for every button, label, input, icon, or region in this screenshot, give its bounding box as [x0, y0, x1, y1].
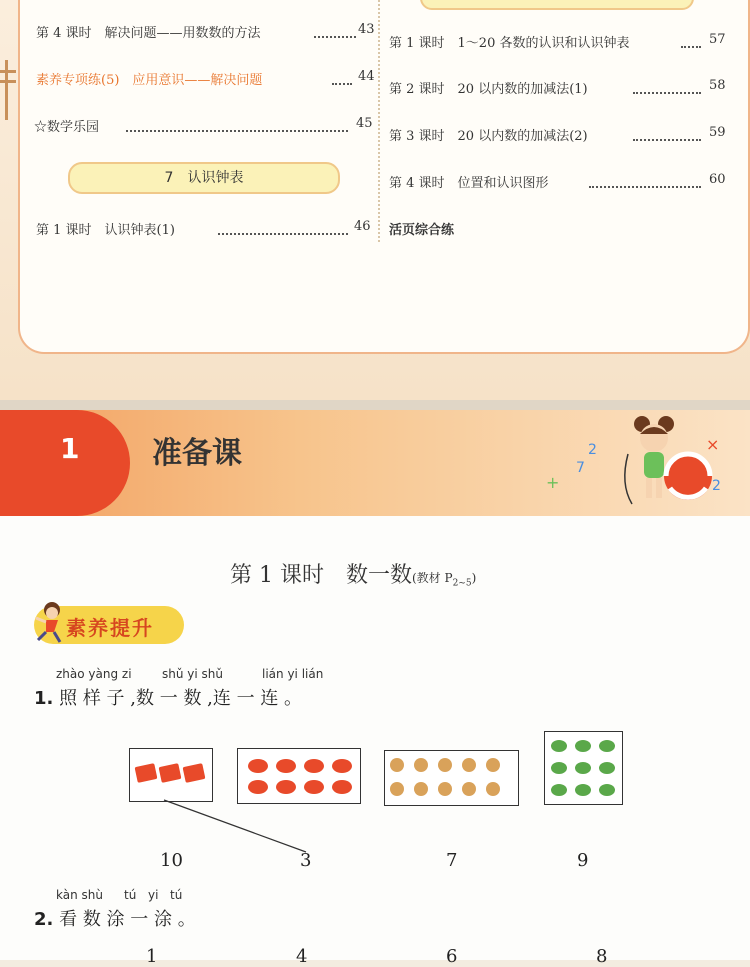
q2-number-label[interactable]: 1 [146, 946, 158, 967]
q1-pinyin-1: zhào yàng zi [56, 667, 132, 681]
toc-page-number: 59 [709, 125, 726, 140]
toc-row[interactable] [36, 22, 375, 41]
toc-row-label: 第 2 课时 20 以内数的加减法(1) [389, 82, 588, 97]
toc-dots [633, 78, 701, 94]
toc-row-label: 第 1 课时 认识钟表(1) [36, 223, 175, 238]
lesson-title-text: 第 1 课时 数一数 [230, 563, 412, 588]
picture-box-mushrooms[interactable] [384, 750, 519, 806]
q1-number: 1. [34, 688, 54, 709]
svg-text:×: × [706, 435, 720, 454]
toc-dots [633, 125, 701, 141]
lesson-title [230, 558, 476, 589]
toc-page-number: 57 [709, 32, 726, 47]
mushroom-icon [385, 751, 518, 805]
toc-page-number: 46 [354, 219, 371, 234]
toc-row-label: 第 1 课时 1～20 各数的认识和认识钟表 [389, 36, 630, 51]
toc-column-divider [378, 0, 380, 242]
chapter-number: 1 [60, 432, 80, 465]
toc-row[interactable] [389, 125, 726, 144]
toc-dots [314, 22, 356, 38]
decoration-stick-icon [0, 60, 16, 120]
toc-dots [126, 116, 348, 132]
picture-box-frogs[interactable] [544, 731, 623, 805]
toc-row[interactable] [36, 219, 371, 238]
toc-dots [218, 219, 348, 235]
q2-pinyin-1: kàn shù [56, 888, 103, 902]
toc-row-label: 素养专项练(5) 应用意识——解决问题 [36, 73, 263, 88]
q2-number-label[interactable]: 4 [296, 946, 308, 967]
toc-page-number: 58 [709, 78, 726, 93]
q1-number-label[interactable]: 9 [577, 850, 589, 871]
page-gap [0, 400, 750, 410]
toc-row[interactable] [389, 78, 726, 97]
q1-number-label[interactable]: 3 [300, 850, 312, 871]
chapter-title: 准备课 [152, 436, 242, 471]
toc-row-label: 第 3 课时 20 以内数的加减法(2) [389, 129, 588, 144]
q2-pinyin-2: tú [124, 888, 137, 902]
lesson-ref-suffix: ) [471, 571, 477, 585]
picture-box-erasers[interactable] [129, 748, 213, 802]
q2-instruction [34, 905, 196, 931]
q1-pinyin-3: lián yi lián [262, 667, 324, 681]
skill-badge-label: 素养提升 [66, 616, 154, 640]
q2-pinyin-4: tú [170, 888, 183, 902]
q2-text: 看 数 涂 一 涂 。 [59, 909, 196, 930]
q2-number: 2. [34, 909, 54, 930]
lesson-ref-prefix: (教材 P [411, 571, 453, 585]
toc-page-number: 43 [358, 22, 375, 37]
q1-pinyin-2: shǔ yi shǔ [162, 667, 223, 681]
toc-row[interactable] [34, 116, 373, 135]
q1-number-label[interactable]: 7 [446, 850, 458, 871]
svg-text:2: 2 [712, 478, 721, 494]
toc-page-number: 45 [356, 116, 373, 131]
eraser-icon [130, 749, 212, 801]
svg-text:2: 2 [588, 442, 597, 458]
toc-chapter-banner-partial [420, 0, 694, 10]
fish-icon [238, 749, 360, 803]
lesson-ref-pages: 2~5 [452, 578, 472, 589]
svg-text:7: 7 [576, 460, 585, 476]
chapter7-banner[interactable]: 7 认识钟表 [68, 162, 340, 194]
q2-pinyin-3: yi [148, 888, 159, 902]
toc-row-label: 第 4 课时 位置和认识图形 [389, 176, 549, 191]
q2-number-label[interactable]: 8 [596, 946, 608, 967]
toc-row[interactable] [389, 32, 726, 51]
toc-extra-practice[interactable]: 活页综合练 [389, 223, 455, 238]
svg-text:+: + [546, 473, 560, 492]
toc-row-label: 第 4 课时 解决问题——用数数的方法 [36, 26, 261, 41]
q1-text: 照 样 子 ,数 一 数 ,连 一 连 。 [59, 688, 303, 709]
toc-dots [332, 69, 352, 85]
q1-number-label[interactable]: 10 [160, 850, 183, 871]
running-kid-icon [32, 600, 68, 644]
q1-instruction [34, 684, 302, 710]
frog-icon [545, 732, 622, 804]
example-connect-line [160, 796, 310, 856]
q2-number-label[interactable]: 6 [446, 946, 458, 967]
girl-with-ball-illustration-icon [546, 414, 746, 512]
toc-dots [681, 32, 701, 48]
toc-row-highlight[interactable] [36, 69, 375, 88]
toc-page-number: 44 [358, 69, 375, 84]
toc-page-number: 60 [709, 172, 726, 187]
toc-dots [589, 172, 701, 188]
toc-row[interactable] [389, 172, 726, 191]
lesson-textbook-ref [411, 571, 477, 589]
toc-row-label: ☆数学乐园 [34, 120, 100, 135]
